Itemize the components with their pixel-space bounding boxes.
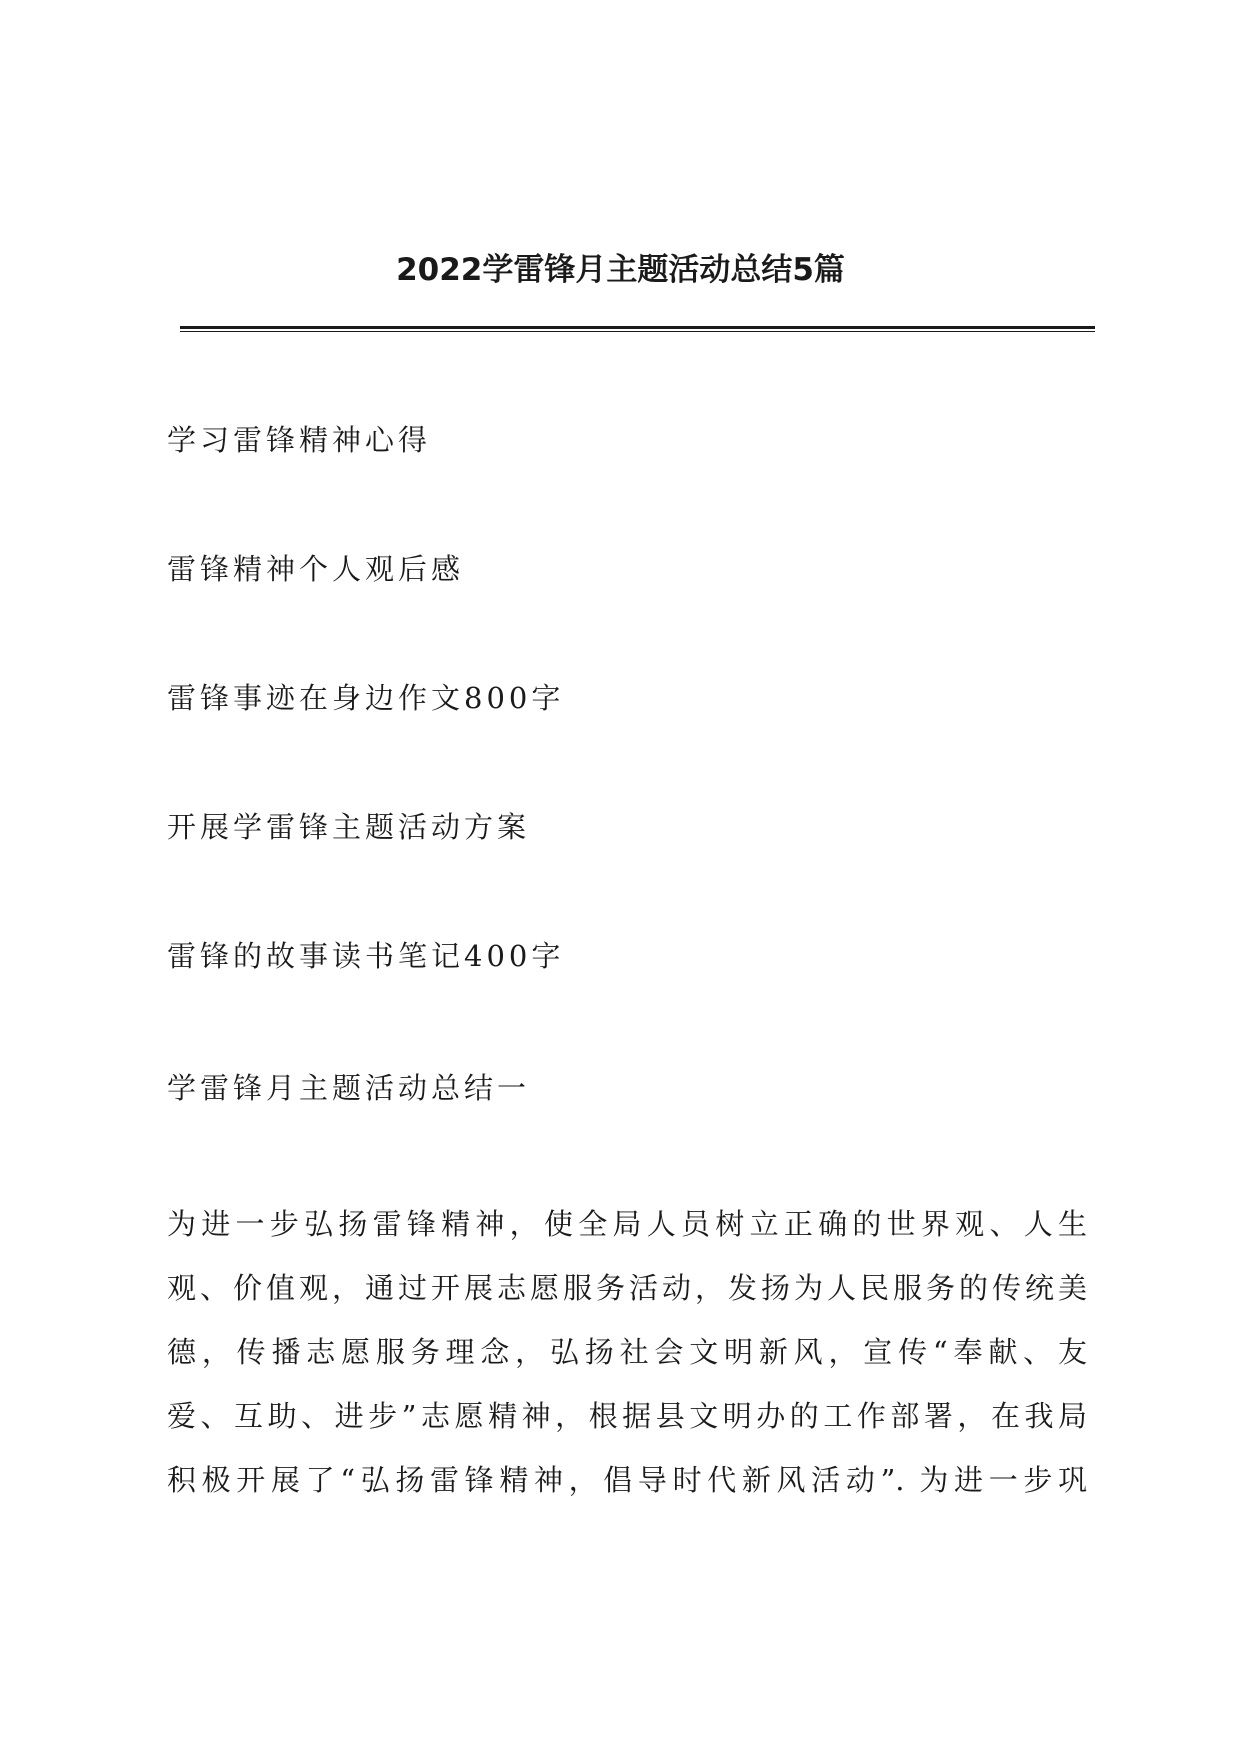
body-line: 积极开展了“弘扬雷锋精神，倡导时代新风活动”. 为进一步巩 [167, 1463, 1087, 1497]
toc-item: 雷锋的故事读书笔记400字 [167, 939, 565, 973]
body-line: 爱、互助、进步”志愿精神，根据县文明办的工作部署，在我局 [167, 1399, 1087, 1433]
title-double-rule [180, 326, 1095, 332]
body-line: 为进一步弘扬雷锋精神，使全局人员树立正确的世界观、人生 [167, 1207, 1087, 1241]
table-of-contents [167, 420, 1087, 1065]
body-line: 观、价值观，通过开展志愿服务活动，发扬为人民服务的传统美 [167, 1271, 1087, 1305]
toc-item: 雷锋事迹在身边作文800字 [167, 681, 565, 715]
toc-item: 开展学雷锋主题活动方案 [167, 810, 531, 844]
document-title: 2022学雷锋月主题活动总结5篇 [396, 252, 845, 288]
body-paragraph [167, 1192, 1087, 1512]
body-line: 德，传播志愿服务理念，弘扬社会文明新风，宣传“奉献、友 [167, 1335, 1087, 1369]
toc-item: 雷锋精神个人观后感 [167, 552, 465, 586]
section-heading: 学雷锋月主题活动总结一 [167, 1071, 531, 1105]
toc-item: 学习雷锋精神心得 [167, 423, 432, 457]
